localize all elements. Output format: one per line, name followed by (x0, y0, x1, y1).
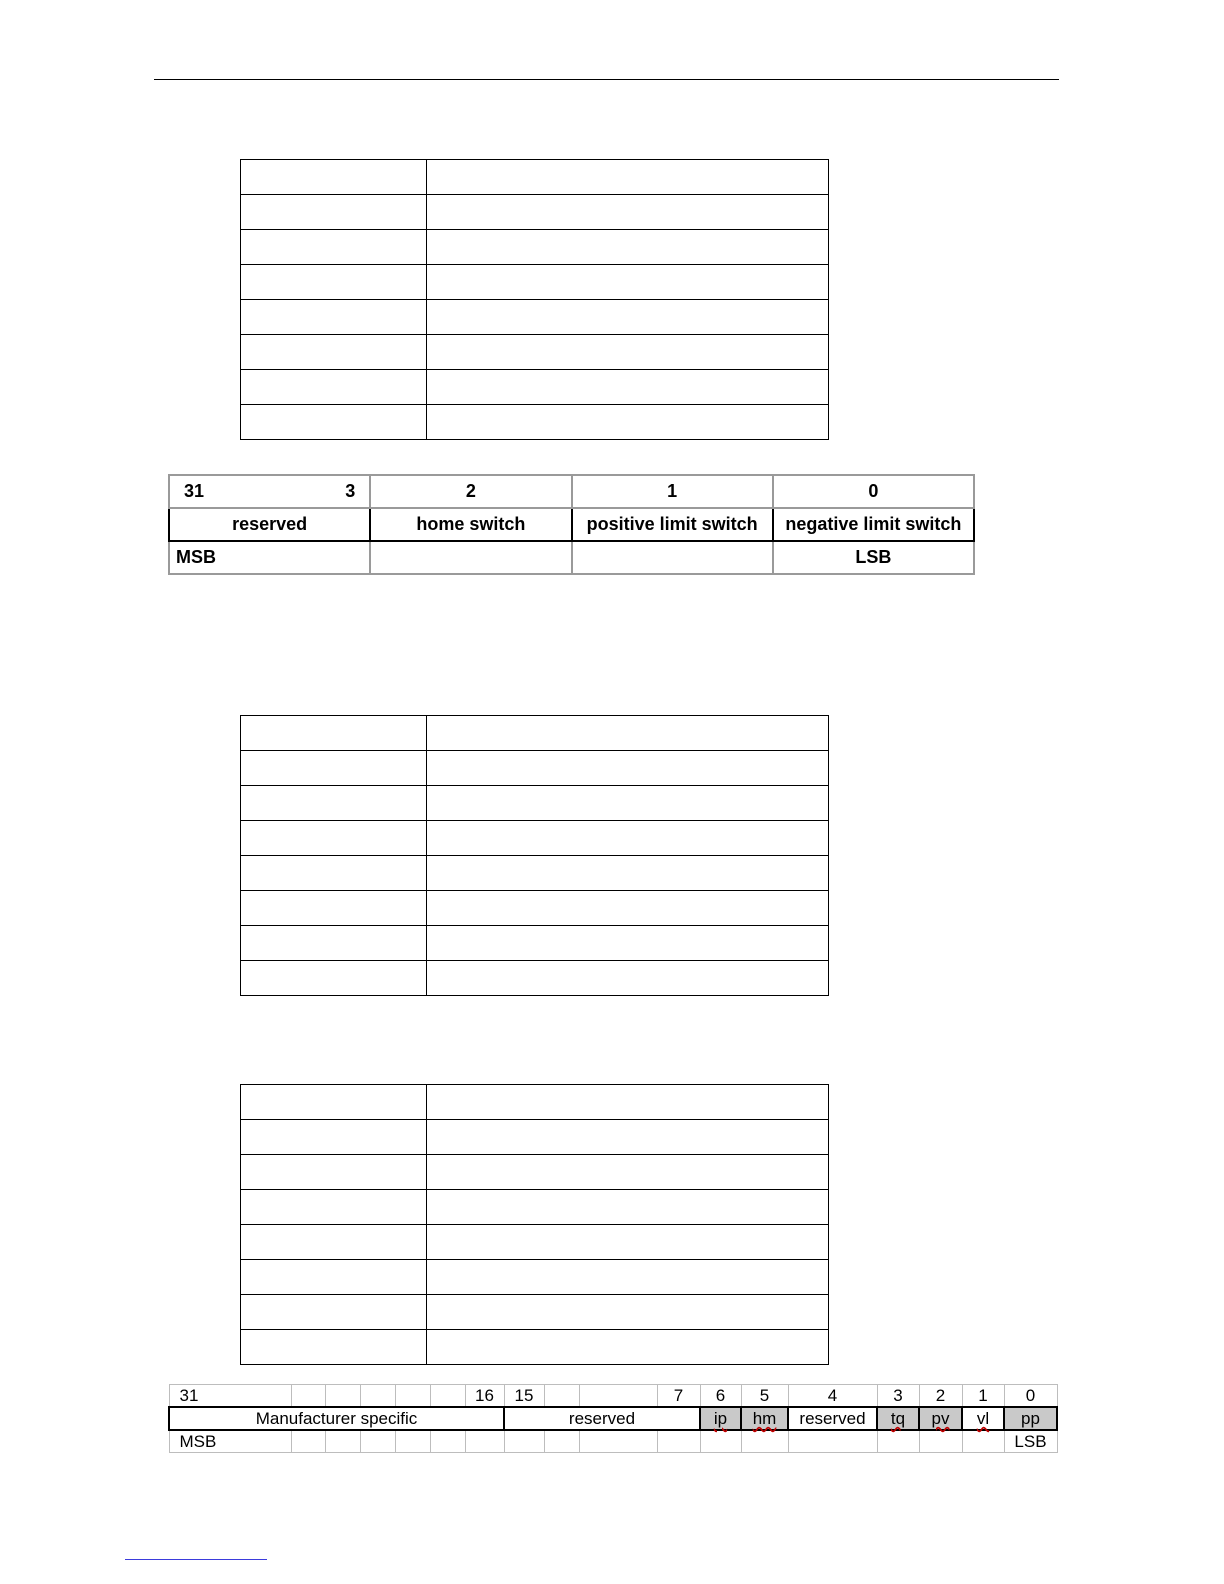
bit-5-label: 5 (741, 1385, 788, 1408)
object-table-2 (240, 715, 829, 996)
bit-15-label: 15 (504, 1385, 544, 1408)
bit-1-label: 1 (962, 1385, 1004, 1408)
field-ip: ip (700, 1407, 741, 1430)
bit-31-label: 31 (184, 481, 205, 501)
field-vl: vl (962, 1407, 1004, 1430)
digital-inputs-bit-table (168, 474, 975, 575)
footnote-rule (125, 1559, 267, 1560)
lsb-label: LSB (773, 541, 974, 574)
header-rule (154, 79, 1059, 80)
bit-0-label: 0 (1004, 1385, 1057, 1408)
field-manufacturer-specific: Manufacturer specific (169, 1407, 504, 1430)
field-pp: pp (1004, 1407, 1057, 1430)
drive-modes-bit-table (168, 1384, 1058, 1453)
bit-3-label: 3 (345, 481, 356, 501)
bit-3-label: 3 (877, 1385, 919, 1408)
bit-4-label: 4 (788, 1385, 877, 1408)
object-table-3 (240, 1084, 829, 1365)
bit-16-label: 16 (465, 1385, 504, 1408)
bit-1-label: 1 (572, 475, 773, 508)
field-hm: hm (741, 1407, 788, 1430)
msb-label: MSB (169, 541, 370, 574)
msb-label: MSB (169, 1430, 291, 1453)
field-tq: tq (877, 1407, 919, 1430)
bit-0-label: 0 (773, 475, 974, 508)
field-home-switch: home switch (370, 508, 571, 541)
field-reserved-2: reserved (788, 1407, 877, 1430)
field-reserved: reserved (504, 1407, 700, 1430)
bit-7-label: 7 (657, 1385, 700, 1408)
field-pv: pv (919, 1407, 962, 1430)
field-negative-limit-switch: negative limit switch (773, 508, 974, 541)
object-table-1 (240, 159, 829, 440)
bit-31-label: 31 (169, 1385, 291, 1408)
bit-6-label: 6 (700, 1385, 741, 1408)
bit-2-label: 2 (919, 1385, 962, 1408)
empty-cell (370, 541, 571, 574)
field-positive-limit-switch: positive limit switch (572, 508, 773, 541)
bit-range-cell (169, 475, 370, 508)
field-reserved: reserved (169, 508, 370, 541)
bit-2-label: 2 (370, 475, 571, 508)
lsb-label: LSB (1004, 1430, 1057, 1453)
empty-cell (572, 541, 773, 574)
